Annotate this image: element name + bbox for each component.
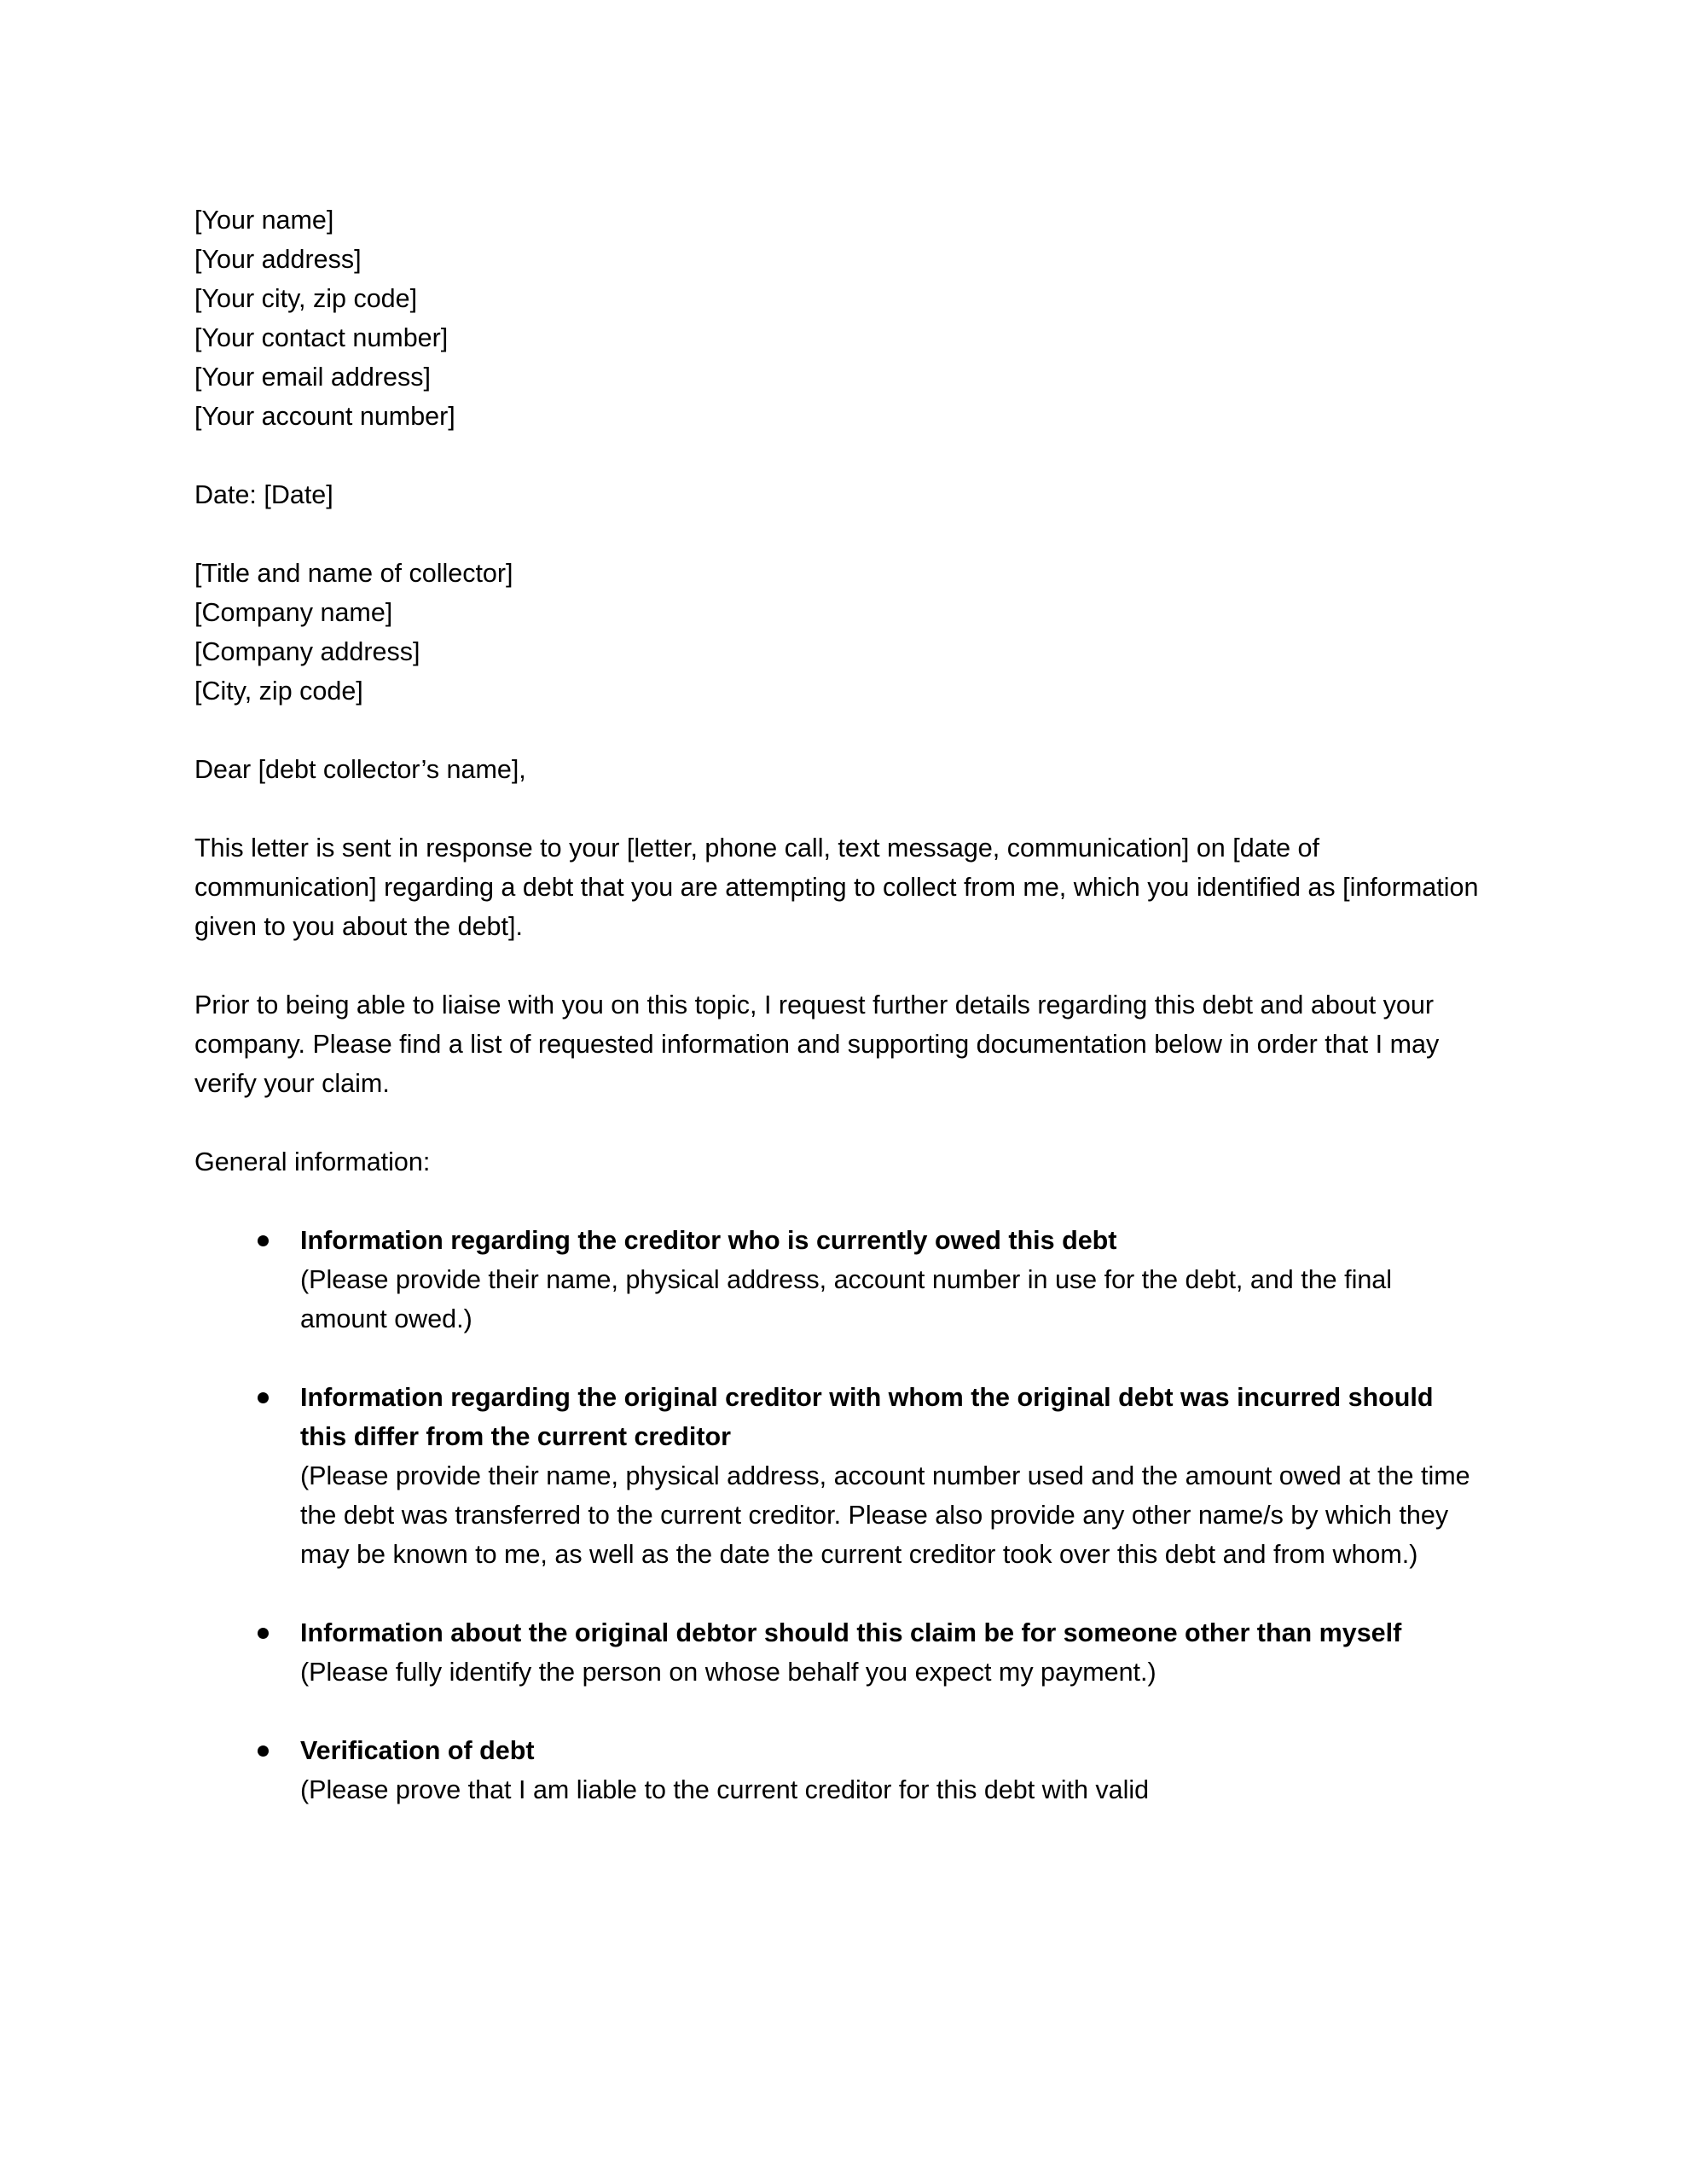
sender-line-address: [Your address] [194, 245, 362, 274]
list-item-detail: (Please provide their name, physical address, account number in use for the debt, and the final amount owed.) [300, 1265, 1393, 1333]
spacer [194, 1103, 1484, 1142]
spacer [194, 711, 1484, 750]
bullet-icon [258, 1378, 273, 1403]
spacer [194, 1182, 1484, 1221]
bullet-icon [258, 1731, 273, 1757]
section-label-general-information: General information: [194, 1147, 431, 1176]
recipient-line-city-zip: [City, zip code] [194, 677, 363, 706]
spacer [194, 789, 1484, 828]
list-item-detail: (Please provide their name, physical address, account number used and the amount owed at the time the debt was transferred to the current creditor. Please also provide any other name/s by which they may be known to me, as well as the date the current creditor took over this debt and from whom.) [300, 1461, 1470, 1569]
date-line: Date: [Date] [194, 480, 333, 509]
list-item-detail: (Please prove that I am liable to the current creditor for this debt with valid [300, 1775, 1150, 1804]
recipient-address-block [194, 554, 1484, 711]
sender-line-name: [Your name] [194, 206, 334, 235]
body-paragraph-2: Prior to being able to liaise with you on this topic, I request further details regarding this debt and about your company. Please find a list of requested information and supporting documentation below in order that I may verify your claim. [194, 990, 1440, 1098]
spacer [194, 436, 1484, 475]
list-item [194, 1613, 1484, 1692]
spacer [194, 946, 1484, 985]
sender-line-city-zip: [Your city, zip code] [194, 284, 418, 313]
list-item-heading: Verification of debt [300, 1736, 535, 1765]
recipient-line-company-address: [Company address] [194, 637, 420, 666]
sender-line-contact-number: [Your contact number] [194, 323, 449, 352]
sender-line-email: [Your email address] [194, 363, 431, 392]
recipient-line-collector: [Title and name of collector] [194, 559, 513, 588]
list-item-heading: Information regarding the creditor who is currently owed this debt [300, 1226, 1117, 1255]
salutation: Dear [debt collector’s name], [194, 755, 526, 784]
bullet-icon [258, 1613, 273, 1639]
recipient-line-company-name: [Company name] [194, 598, 393, 627]
list-item-heading: Information about the original debtor should this claim be for someone other than myself [300, 1618, 1402, 1647]
body-paragraph-1: This letter is sent in response to your [letter, phone call, text message, communication] on [date of communication] regarding a debt that you are attempting to collect from me, which you identified as [information given to you about the debt]. [194, 834, 1479, 941]
list-item [194, 1221, 1484, 1339]
bullet-icon [258, 1221, 273, 1246]
list-item-detail: (Please fully identify the person on whose behalf you expect my payment.) [300, 1658, 1157, 1687]
sender-address-block [194, 200, 1484, 436]
spacer [194, 514, 1484, 554]
list-item [194, 1378, 1484, 1574]
sender-line-account-number: [Your account number] [194, 402, 455, 431]
requested-information-list [194, 1221, 1484, 1809]
letter-body [194, 200, 1484, 1809]
list-item [194, 1731, 1484, 1809]
list-item-heading: Information regarding the original creditor with whom the original debt was incurred should this differ from the current creditor [300, 1383, 1434, 1451]
